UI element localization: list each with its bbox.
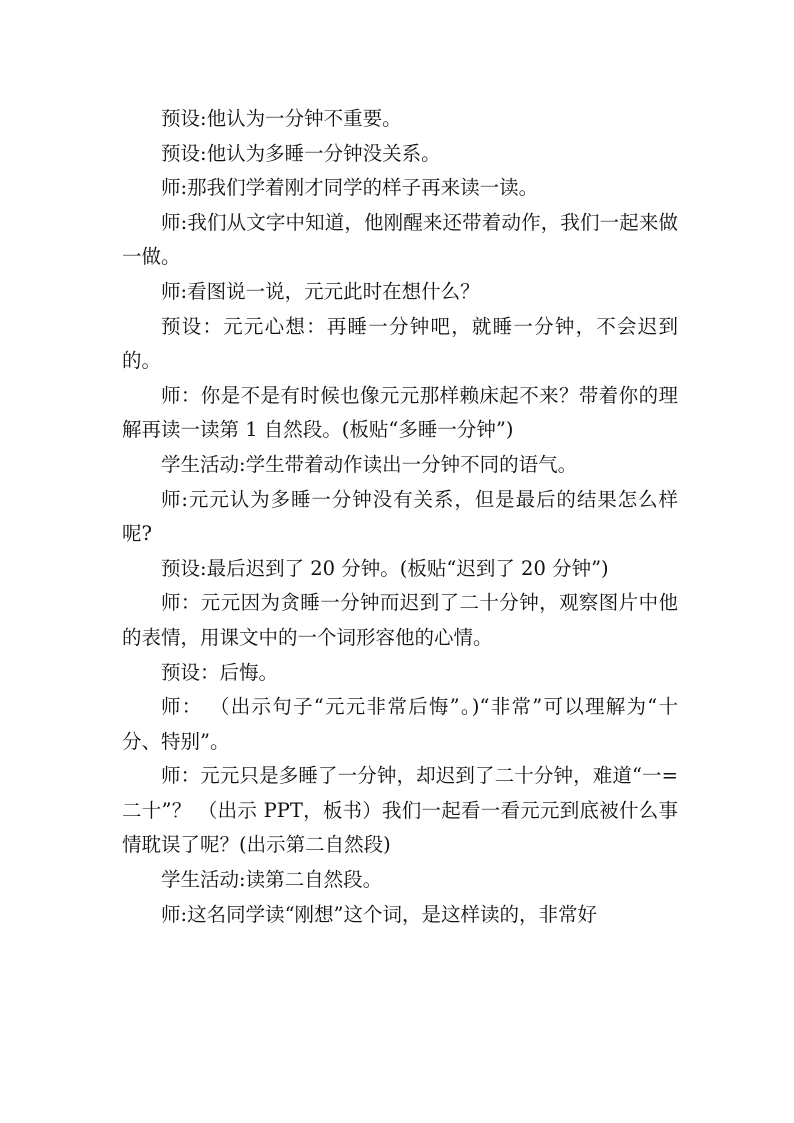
paragraph: 师： （出示句子“元元非常后悔”。)“非常”可以理解为“十分、特别”。 (122, 695, 678, 753)
paragraph: 预设：元元心想：再睡一分钟吧，就睡一分钟，不会迟到的。 (122, 314, 678, 373)
paragraph: 预设:他认为多睡一分钟没关系。 (161, 141, 441, 165)
paragraph: 师:那我们学着刚才同学的样子再来读一读。 (161, 176, 539, 200)
paragraph: 师:元元认为多睡一分钟没有关系，但是最后的结果怎么样呢? (122, 487, 678, 546)
paragraph: 师：你是不是有时候也像元元那样赖床起不来？带着你的理解再读一读第 1 自然段。(板贴“多睡一分钟”) (122, 383, 678, 442)
document-body (122, 102, 678, 932)
paragraph: 师：元元只是多睡了一分钟，却迟到了二十分钟，难道“一=二十”？ （出示 PPT，板书）我们一起看一看元元到底被什么事情耽误了呢？(出示第二自然段) (122, 764, 678, 857)
paragraph: 学生活动:读第二自然段。 (161, 868, 383, 892)
paragraph: 预设：后悔。 (161, 660, 279, 684)
paragraph: 预设:他认为一分钟不重要。 (161, 107, 402, 130)
paragraph: 师:我们从文字中知道，他刚醒来还带着动作，我们一起来做一做。 (122, 210, 678, 269)
paragraph: 师:这名同学读“刚想”这个词，是这样读的，非常好 (161, 902, 598, 926)
paragraph: 学生活动:学生带着动作读出一分钟不同的语气。 (161, 452, 578, 476)
paragraph: 预设:最后迟到了 20 分钟。(板贴“迟到了 20 分钟”) (161, 556, 609, 580)
paragraph: 师:看图说一说，元元此时在想什么？ (161, 279, 480, 303)
paragraph: 师：元元因为贪睡一分钟而迟到了二十分钟，观察图片中他的表情，用课文中的一个词形容他的心情。 (122, 591, 678, 649)
